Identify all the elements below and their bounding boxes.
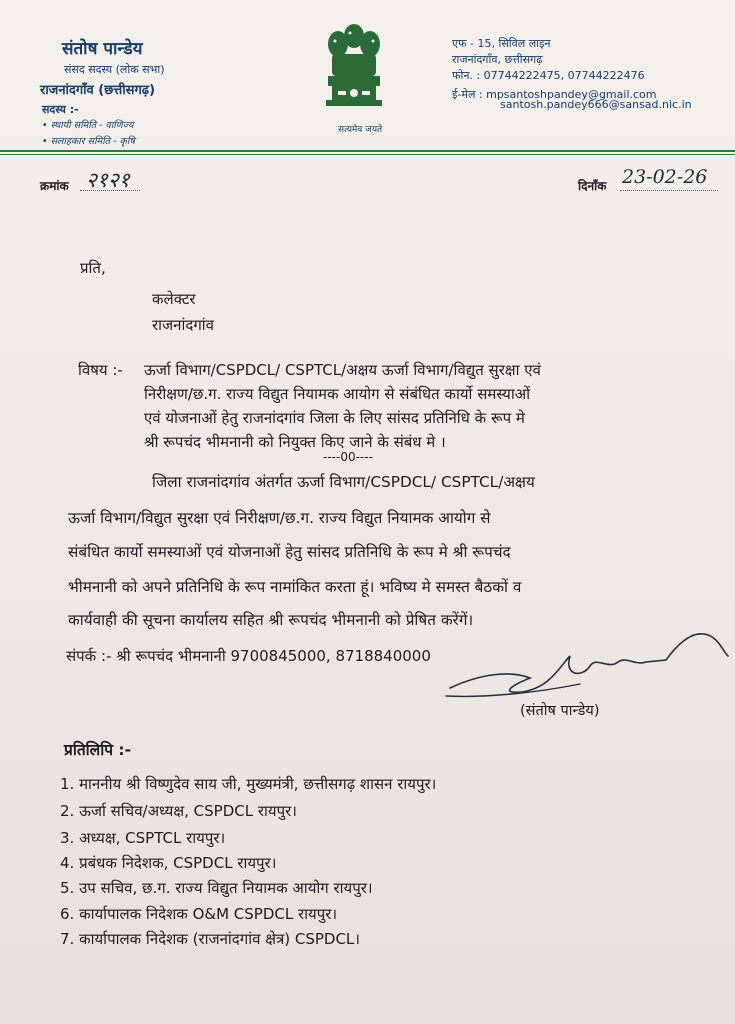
members-label: सदस्य :- — [42, 103, 79, 116]
email-primary: ई-मेल : mpsantoshpandey@gmail.com — [452, 88, 657, 101]
body-line: जिला राजनांदगांव अंतर्गत ऊर्जा विभाग/CSPDCL/ CSPTCL/अक्षय — [152, 473, 535, 491]
recipient-line-2: राजनांदगांव — [152, 316, 214, 334]
reference-label: क्रमांक — [40, 179, 69, 193]
sender-role: संसद सदस्य (लोक सभा) — [64, 63, 165, 76]
subject-line: निरीक्षण/छ.ग. राज्य विद्युत नियामक आयोग से संबंधित कार्यो समस्याओं — [144, 385, 531, 403]
email-secondary: santosh.pandey666@sansad.nic.in — [500, 98, 692, 111]
body-line: संबंधित कार्यो समस्याओं एवं योजनाओं हेतु सांसद प्रतिनिधि के रूप मे श्री रूपचंद — [68, 543, 511, 561]
subject-line: एवं योजनाओं हेतु राजनांदगांव जिला के लिए सांसद प्रतिनिधि के रूप मे — [144, 409, 525, 427]
copy-item: 6. कार्यापालक निदेशक O&M CSPDCL रायपुर। — [60, 905, 338, 923]
body-line: कार्यवाही की सूचना कार्यालय सहित श्री रूपचंद भीमनानी को प्रेषित करेंगें। — [68, 611, 474, 629]
body-line: भीमनानी को अपने प्रतिनिधि के रूप नामांकित करता हूं। भविष्य मे समस्त बैठकों व — [68, 578, 522, 596]
copy-item: 3. अध्यक्ष, CSPTCL रायपुर। — [60, 829, 226, 847]
emblem-motto: सत्यमेव जयते — [338, 125, 383, 135]
reference-number: २१२१ — [86, 168, 130, 192]
address-line-1: एफ - 15, सिविल लाइन — [452, 37, 551, 50]
copy-item: 2. ऊर्जा सचिव/अध्यक्ष, CSPDCL रायपुर। — [60, 802, 297, 820]
subject-label: विषय :- — [78, 361, 123, 379]
national-emblem-icon — [318, 18, 390, 118]
sender-name: संतोष पान्डेय — [62, 39, 143, 59]
date-underline — [620, 190, 718, 191]
recipient-to: प्रति, — [80, 259, 106, 277]
committee-item: • स्थायी समिति - वाणिज्य — [42, 120, 134, 131]
subject-line: ऊर्जा विभाग/CSPDCL/ CSPTCL/अक्षय ऊर्जा विभाग/विद्युत सुरक्षा एवं — [144, 361, 541, 379]
subject-line: श्री रूपचंद भीमनानी को नियुक्त किए जाने के संबंध मे । — [144, 433, 446, 451]
contact-line: संपर्क :- श्री रूपचंद भीमनानी 9700845000, 8718840000 — [66, 647, 431, 665]
body-line: ऊर्जा विभाग/विद्युत सुरक्षा एवं निरीक्षण/छ.ग. राज्य विद्युत नियामक आयोग से — [68, 509, 491, 527]
date-value: 23-02-26 — [622, 166, 708, 188]
address-line-2: राजनांदगाँव, छत्तीसगढ़ — [452, 53, 543, 66]
copy-item: 5. उप सचिव, छ.ग. राज्य विद्युत नियामक आयोग रायपुर। — [60, 879, 373, 897]
recipient-line-1: कलेक्टर — [152, 290, 196, 308]
subject-divider: ----00---- — [323, 450, 373, 464]
sender-constituency: राजनांदगाँव (छत्तीसगढ़) — [40, 83, 156, 98]
copies-heading: प्रतिलिपि :- — [64, 741, 132, 759]
copy-item: 7. कार्यापालक निदेशक (राजनांदगांव क्षेत्र) CSPDCL। — [60, 930, 360, 948]
date-label: दिनाँक — [578, 179, 607, 193]
phone-numbers: फोन. : 07744222475, 07744222476 — [452, 69, 645, 82]
signatory-name: (संतोष पान्डेय) — [520, 703, 600, 719]
header-divider — [0, 150, 735, 152]
header-divider-thin — [0, 154, 735, 155]
copy-item: 4. प्रबंधक निदेशक, CSPDCL रायपुर। — [60, 854, 277, 872]
copy-item: 1. माननीय श्री विष्णुदेव साय जी, मुख्यमंत्री, छत्तीसगढ़ शासन रायपुर। — [60, 775, 437, 793]
handwritten-signature-icon — [440, 626, 730, 706]
committee-item: • सलाहकार समिति - कृषि — [42, 136, 135, 147]
